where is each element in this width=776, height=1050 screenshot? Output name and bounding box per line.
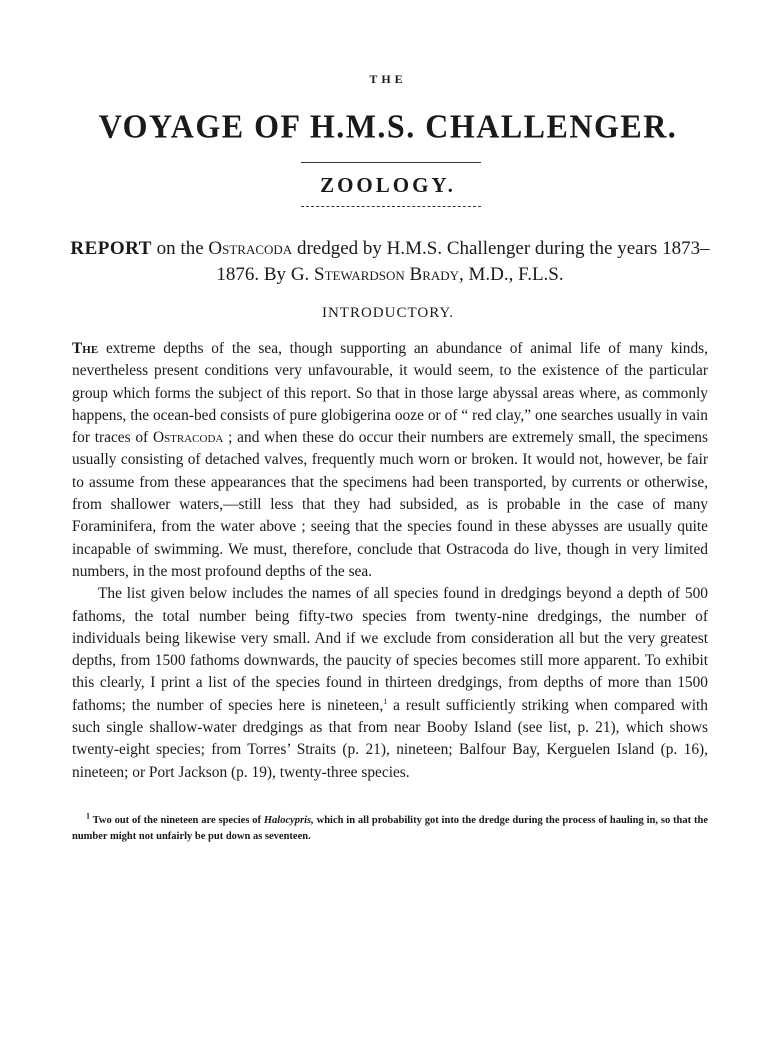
paragraph-1-lead-in: The xyxy=(72,340,99,357)
report-word: REPORT xyxy=(70,238,152,259)
introductory-heading: INTRODUCTORY. xyxy=(321,305,455,321)
footnote-genus: Halocypris, xyxy=(263,815,314,826)
paragraph-1-text-b: ; and when these do occur their numbers are extremely small, the specimens usually consisting of detached valves, frequently much worn or broken. It would not, however, be fair to assume from these appearances that the specimens had been transported, by currents or otherwise, from shallower waters,—still less that they had subsided, as is probable in the case of many Foraminifera, from the water above ; seeing that the species found in these abysses are usually quite incapable of swimming. We must, therefore, conclude that Ostracoda do live, though in very limited numbers, in the most profound depths of the sea. xyxy=(72,429,708,580)
paragraph-2-text-b: a result sufficiently striking when compared with such single shallow-water dredgings as that from near Booby Island (see list, p. 21), which shows twenty-eight species; from Torres’ Straits (p. 21), nineteen; Balfour Bay, Kerguelen Island (p. 16), nineteen; or Port Jackson (p. 19), twenty-three species. xyxy=(72,696,708,781)
report-ostracoda: Ostracoda xyxy=(208,238,293,259)
report-heading xyxy=(70,236,710,288)
report-author: G. Stewardson Brady xyxy=(290,264,460,285)
paragraph-1 xyxy=(72,338,708,583)
footnote-mark: 1 xyxy=(86,811,90,821)
footnote-text-a: Two out of the nineteen are species of xyxy=(90,815,264,826)
paragraph-1-text-a: extreme depths of the sea, though supporting an abundance of animal life of many kinds, nevertheless present conditions very unfavourable, it would seem, to the existence of the particular group which forms the subject of this report. So that in those large abyssal areas where, as commonly happens, the ocean-bed consists of pure globigerina ooze or of “ red clay,” one searches usually in vain for traces of xyxy=(72,340,708,447)
paragraph-2 xyxy=(72,583,708,784)
report-on-the: on the xyxy=(151,238,209,259)
report-degrees: , M.D., F.L.S. xyxy=(459,264,564,285)
footnote-reference[interactable]: 1 xyxy=(383,696,388,706)
paragraph-1-ostracoda: Ostracoda xyxy=(152,429,224,447)
report-dredged: dredged by H.M.S. Challenger during the years 1873–1876. By xyxy=(216,238,710,285)
page-title: VOYAGE OF H.M.S. CHALLENGER. xyxy=(98,107,678,145)
title-rule-top xyxy=(301,162,481,163)
body-text xyxy=(72,338,708,784)
footnote xyxy=(72,813,708,845)
footnote-text-b: which in all probability got into the dredge during the process of hauling in, so that the number might not unfairly be put down as seventeen. xyxy=(72,815,708,842)
section-title: ZOOLOGY. xyxy=(320,173,456,197)
paragraph-2-text-a: The list given below includes the names of all species found in dredgings beyond a depth of 500 fathoms, the total number being fifty-two species from twenty-nine dredgings, the number of individuals being likewise very small. And if we exclude from consideration all but the very greatest depths, from 1500 fathoms downwards, the paucity of species becomes still more apparent. To exhibit this clearly, I print a list of the species found in thirteen dredgings, from depths of more than 1500 fathoms; the number of species here is nineteen, xyxy=(72,585,708,714)
header-the: THE xyxy=(369,72,407,86)
title-rule-bottom xyxy=(301,206,481,207)
